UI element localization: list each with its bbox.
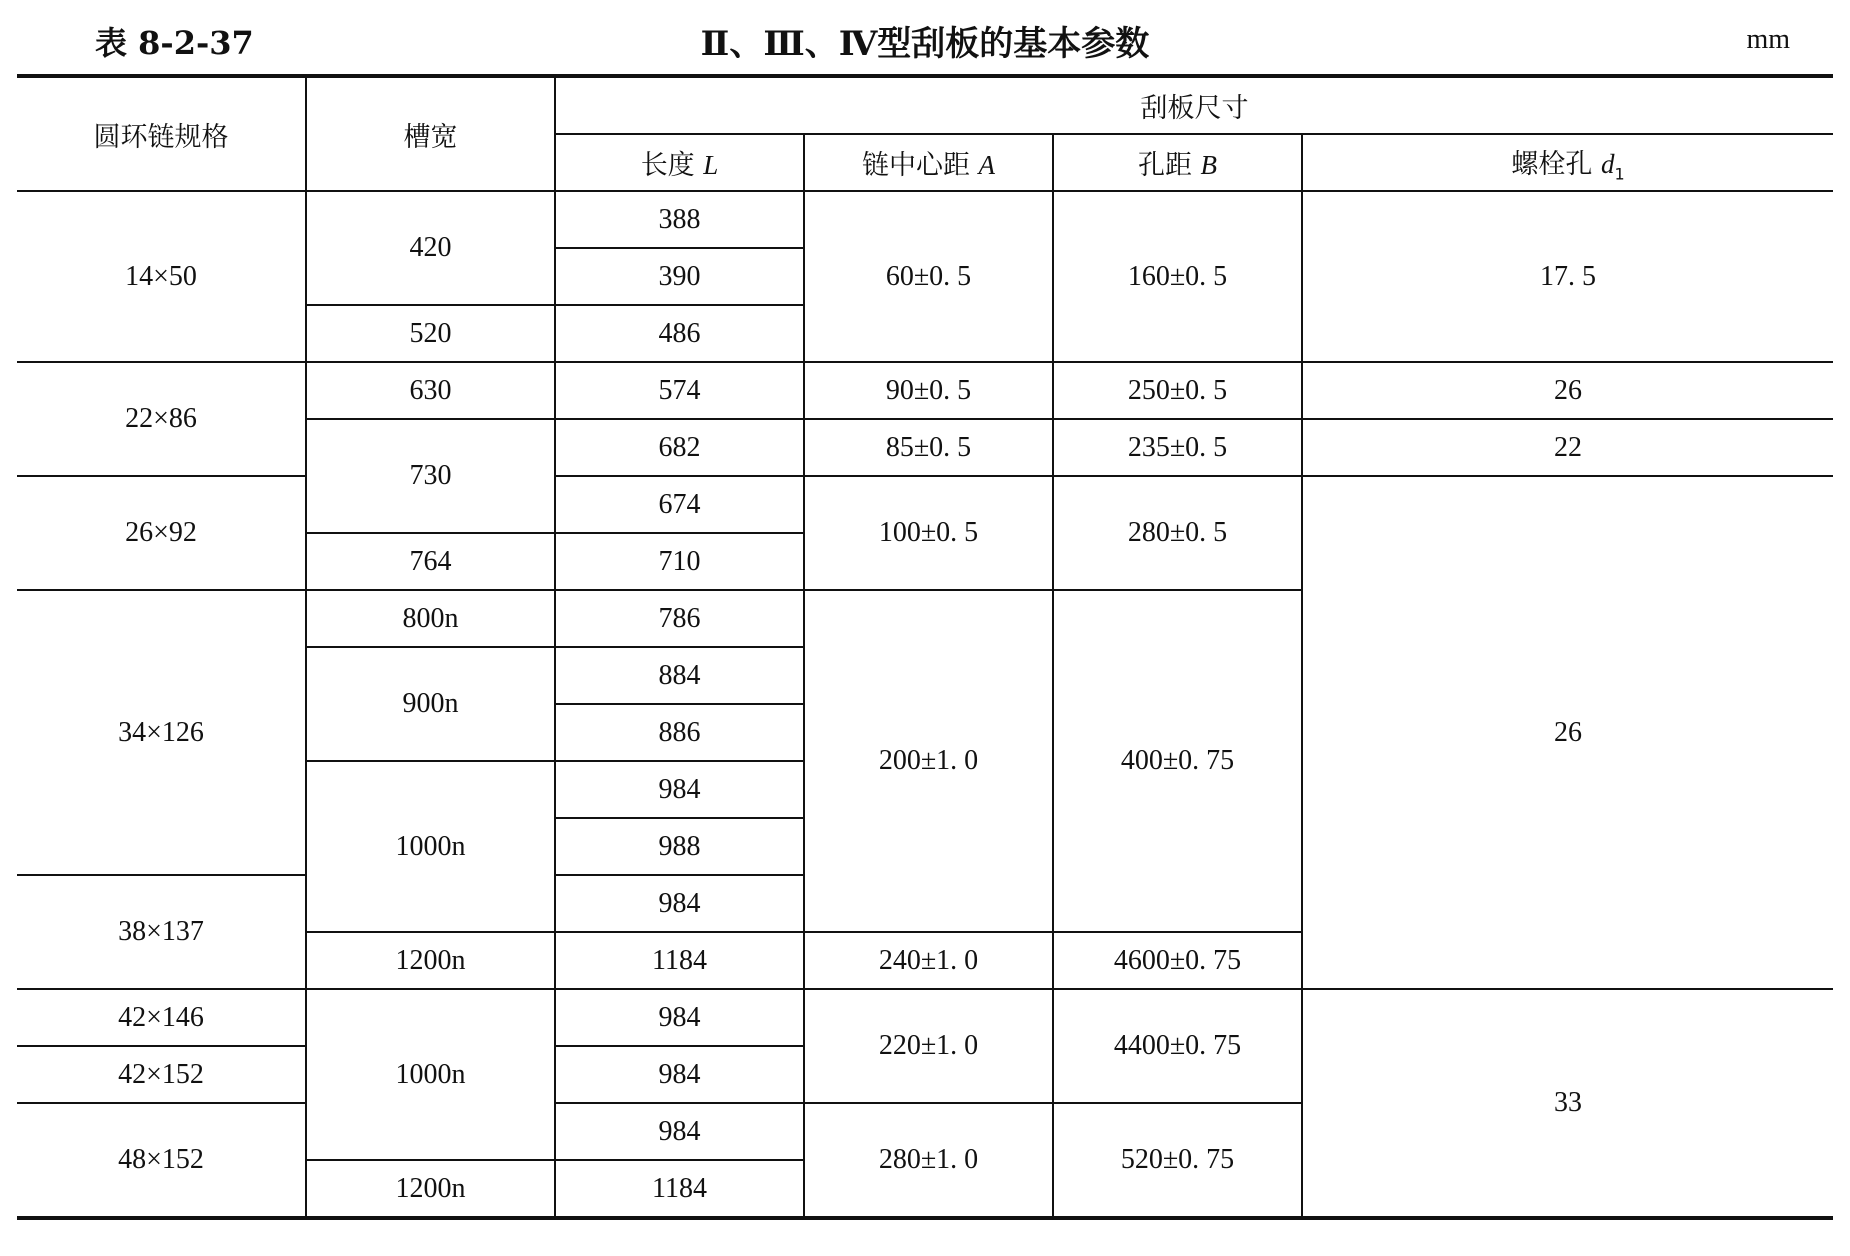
length-cell: 1184: [555, 1160, 804, 1218]
chain-center-cell: 280±1. 0: [804, 1103, 1053, 1218]
header-groove-width: 槽宽: [306, 76, 555, 191]
length-cell: 786: [555, 590, 804, 647]
length-cell: 1184: [555, 932, 804, 989]
length-cell: 574: [555, 362, 804, 419]
chain-center-cell: 240±1. 0: [804, 932, 1053, 989]
hole-pitch-cell: 160±0. 5: [1053, 191, 1302, 362]
table-caption: [0, 0, 1850, 75]
bolt-hole-cell: 22: [1302, 419, 1833, 476]
header-chain-spec: 圆环链规格: [17, 76, 306, 191]
hole-pitch-cell: 235±0. 5: [1053, 419, 1302, 476]
length-cell: 486: [555, 305, 804, 362]
table-number: 表 8-2-37: [95, 24, 254, 62]
groove-width-cell: 1000n: [306, 761, 555, 932]
bolt-hole-cell: 17. 5: [1302, 191, 1833, 362]
chain-center-cell: 85±0. 5: [804, 419, 1053, 476]
header-row-1: [17, 76, 1833, 134]
length-cell: 988: [555, 818, 804, 875]
chain-center-cell: 220±1. 0: [804, 989, 1053, 1103]
length-cell: 984: [555, 1103, 804, 1160]
hole-pitch-cell: 520±0. 75: [1053, 1103, 1302, 1218]
groove-width-cell: 900n: [306, 647, 555, 761]
length-cell: 984: [555, 761, 804, 818]
length-cell: 984: [555, 989, 804, 1046]
table-row: [17, 989, 1833, 1046]
groove-width-cell: 800n: [306, 590, 555, 647]
table-row: [17, 191, 1833, 248]
groove-width-cell: 420: [306, 191, 555, 305]
bolt-hole-cell: 26: [1302, 362, 1833, 419]
groove-width-cell: 1200n: [306, 1160, 555, 1218]
chain-spec-cell: 42×152: [17, 1046, 306, 1103]
length-cell: 710: [555, 533, 804, 590]
chain-spec-cell: 22×86: [17, 362, 306, 476]
groove-width-cell: 1000n: [306, 989, 555, 1160]
scraper-parameters-table: [17, 74, 1833, 1220]
hole-pitch-cell: 280±0. 5: [1053, 476, 1302, 590]
bolt-hole-cell: 33: [1302, 989, 1833, 1218]
length-cell: 390: [555, 248, 804, 305]
length-cell: 388: [555, 191, 804, 248]
bolt-hole-cell: 26: [1302, 476, 1833, 989]
chain-spec-cell: 26×92: [17, 476, 306, 590]
groove-width-cell: 630: [306, 362, 555, 419]
chain-center-cell: 90±0. 5: [804, 362, 1053, 419]
chain-spec-cell: 42×146: [17, 989, 306, 1046]
groove-width-cell: 1200n: [306, 932, 555, 989]
groove-width-cell: 520: [306, 305, 555, 362]
header-length: 长度 L: [555, 134, 804, 191]
length-cell: 682: [555, 419, 804, 476]
chain-spec-cell: 34×126: [17, 590, 306, 875]
groove-width-cell: 730: [306, 419, 555, 533]
header-hole-pitch: 孔距 B: [1053, 134, 1302, 191]
groove-width-cell: 764: [306, 533, 555, 590]
length-cell: 674: [555, 476, 804, 533]
hole-pitch-cell: 400±0. 75: [1053, 590, 1302, 932]
chain-center-cell: 60±0. 5: [804, 191, 1053, 362]
unit-label: mm: [1746, 24, 1790, 55]
header-scraper-dims: 刮板尺寸: [555, 76, 1833, 134]
chain-center-cell: 200±1. 0: [804, 590, 1053, 932]
length-cell: 884: [555, 647, 804, 704]
chain-center-cell: 100±0. 5: [804, 476, 1053, 590]
hole-pitch-cell: 4600±0. 75: [1053, 932, 1302, 989]
hole-pitch-cell: 250±0. 5: [1053, 362, 1302, 419]
length-cell: 984: [555, 1046, 804, 1103]
table-row: [17, 476, 1833, 533]
table-title: Ⅱ、Ⅲ、Ⅳ型刮板的基本参数: [700, 24, 1150, 64]
table-row: [17, 362, 1833, 419]
header-chain-center: 链中心距 A: [804, 134, 1053, 191]
length-cell: 886: [555, 704, 804, 761]
hole-pitch-cell: 4400±0. 75: [1053, 989, 1302, 1103]
chain-spec-cell: 38×137: [17, 875, 306, 989]
chain-spec-cell: 14×50: [17, 191, 306, 362]
chain-spec-cell: 48×152: [17, 1103, 306, 1218]
header-bolt-hole: 螺栓孔 $d_1$: [1302, 134, 1833, 191]
length-cell: 984: [555, 875, 804, 932]
